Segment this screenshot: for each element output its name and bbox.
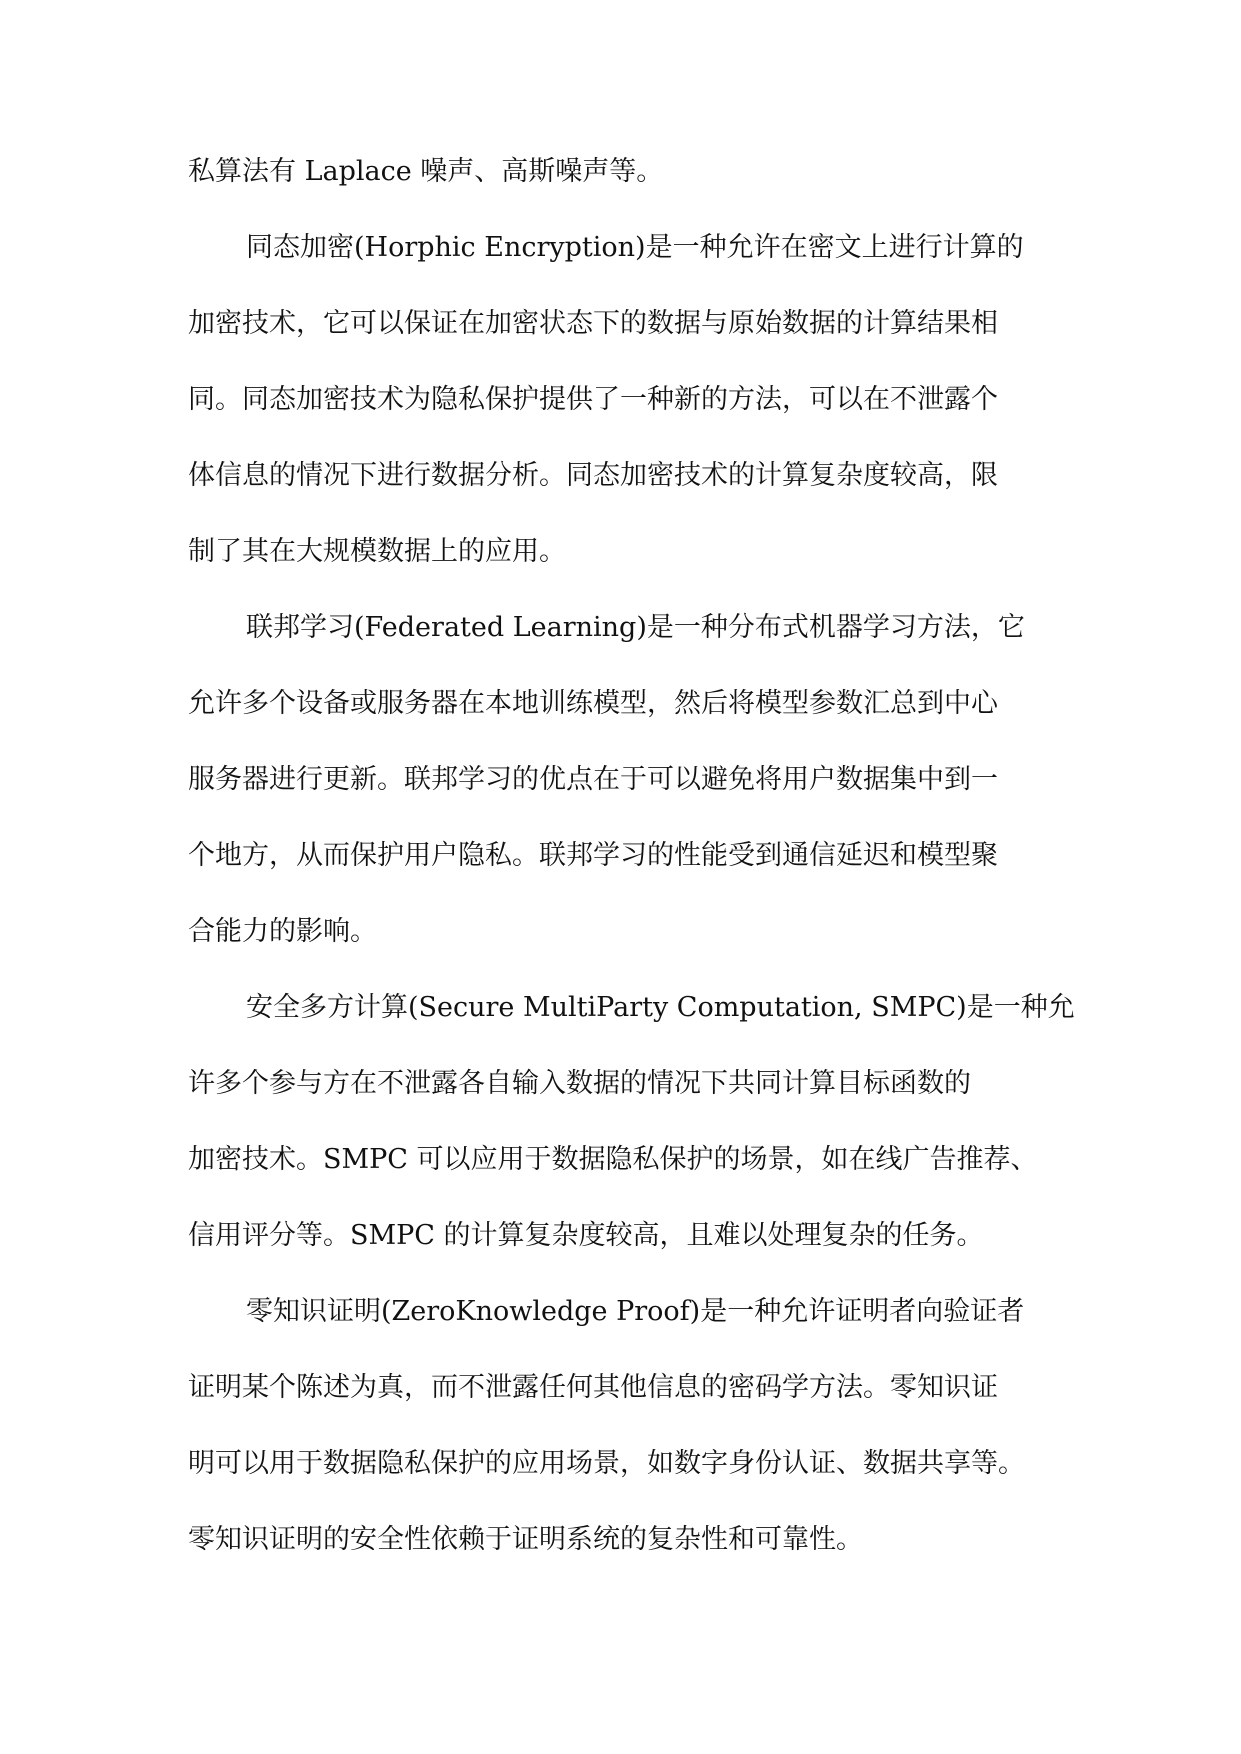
text-line: 允许多个设备或服务器在本地训练模型，然后将模型参数汇总到中心: [188, 688, 998, 719]
text-line: 体信息的情况下进行数据分析。同态加密技术的计算复杂度较高，限: [188, 460, 998, 491]
paragraph-zero-knowledge-proof: [188, 1287, 1068, 1591]
text-line: 个地方，从而保护用户隐私。联邦学习的性能受到通信延迟和模型聚: [188, 840, 998, 871]
text-line: 安全多方计算(Secure MultiParty Computation, SMPC)是一种允: [246, 992, 1075, 1023]
paragraph-dp-tail: [188, 147, 1068, 223]
text-line: 零知识证明(ZeroKnowledge Proof)是一种允许证明者向验证者: [246, 1296, 1025, 1327]
paragraph-homomorphic-encryption: [188, 223, 1068, 603]
text-line: 合能力的影响。: [188, 916, 377, 947]
text-line: 服务器进行更新。联邦学习的优点在于可以避免将用户数据集中到一: [188, 764, 998, 795]
text-line: 许多个参与方在不泄露各自输入数据的情况下共同计算目标函数的: [188, 1068, 971, 1099]
text-line: 同。同态加密技术为隐私保护提供了一种新的方法，可以在不泄露个: [188, 384, 998, 415]
text-line: 联邦学习(Federated Learning)是一种分布式机器学习方法，它: [246, 612, 1025, 643]
text-line: 零知识证明的安全性依赖于证明系统的复杂性和可靠性。: [188, 1524, 863, 1555]
paragraph-smpc: [188, 983, 1075, 1287]
text-line: 同态加密(Horphic Encryption)是一种允许在密文上进行计算的: [246, 232, 1024, 263]
text-line: 加密技术。SMPC 可以应用于数据隐私保护的场景，如在线广告推荐、: [188, 1144, 1038, 1175]
paragraph-federated-learning: [188, 603, 1068, 983]
body-text: [188, 147, 1075, 1591]
text-line: 证明某个陈述为真，而不泄露任何其他信息的密码学方法。零知识证: [188, 1372, 998, 1403]
text-line: 明可以用于数据隐私保护的应用场景，如数字身份认证、数据共享等。: [188, 1448, 1025, 1479]
text-line: 私算法有 Laplace 噪声、高斯噪声等。: [188, 156, 664, 187]
text-line: 信用评分等。SMPC 的计算复杂度较高，且难以处理复杂的任务。: [188, 1220, 984, 1251]
text-line: 加密技术，它可以保证在加密状态下的数据与原始数据的计算结果相: [188, 308, 998, 339]
text-line: 制了其在大规模数据上的应用。: [188, 536, 566, 567]
